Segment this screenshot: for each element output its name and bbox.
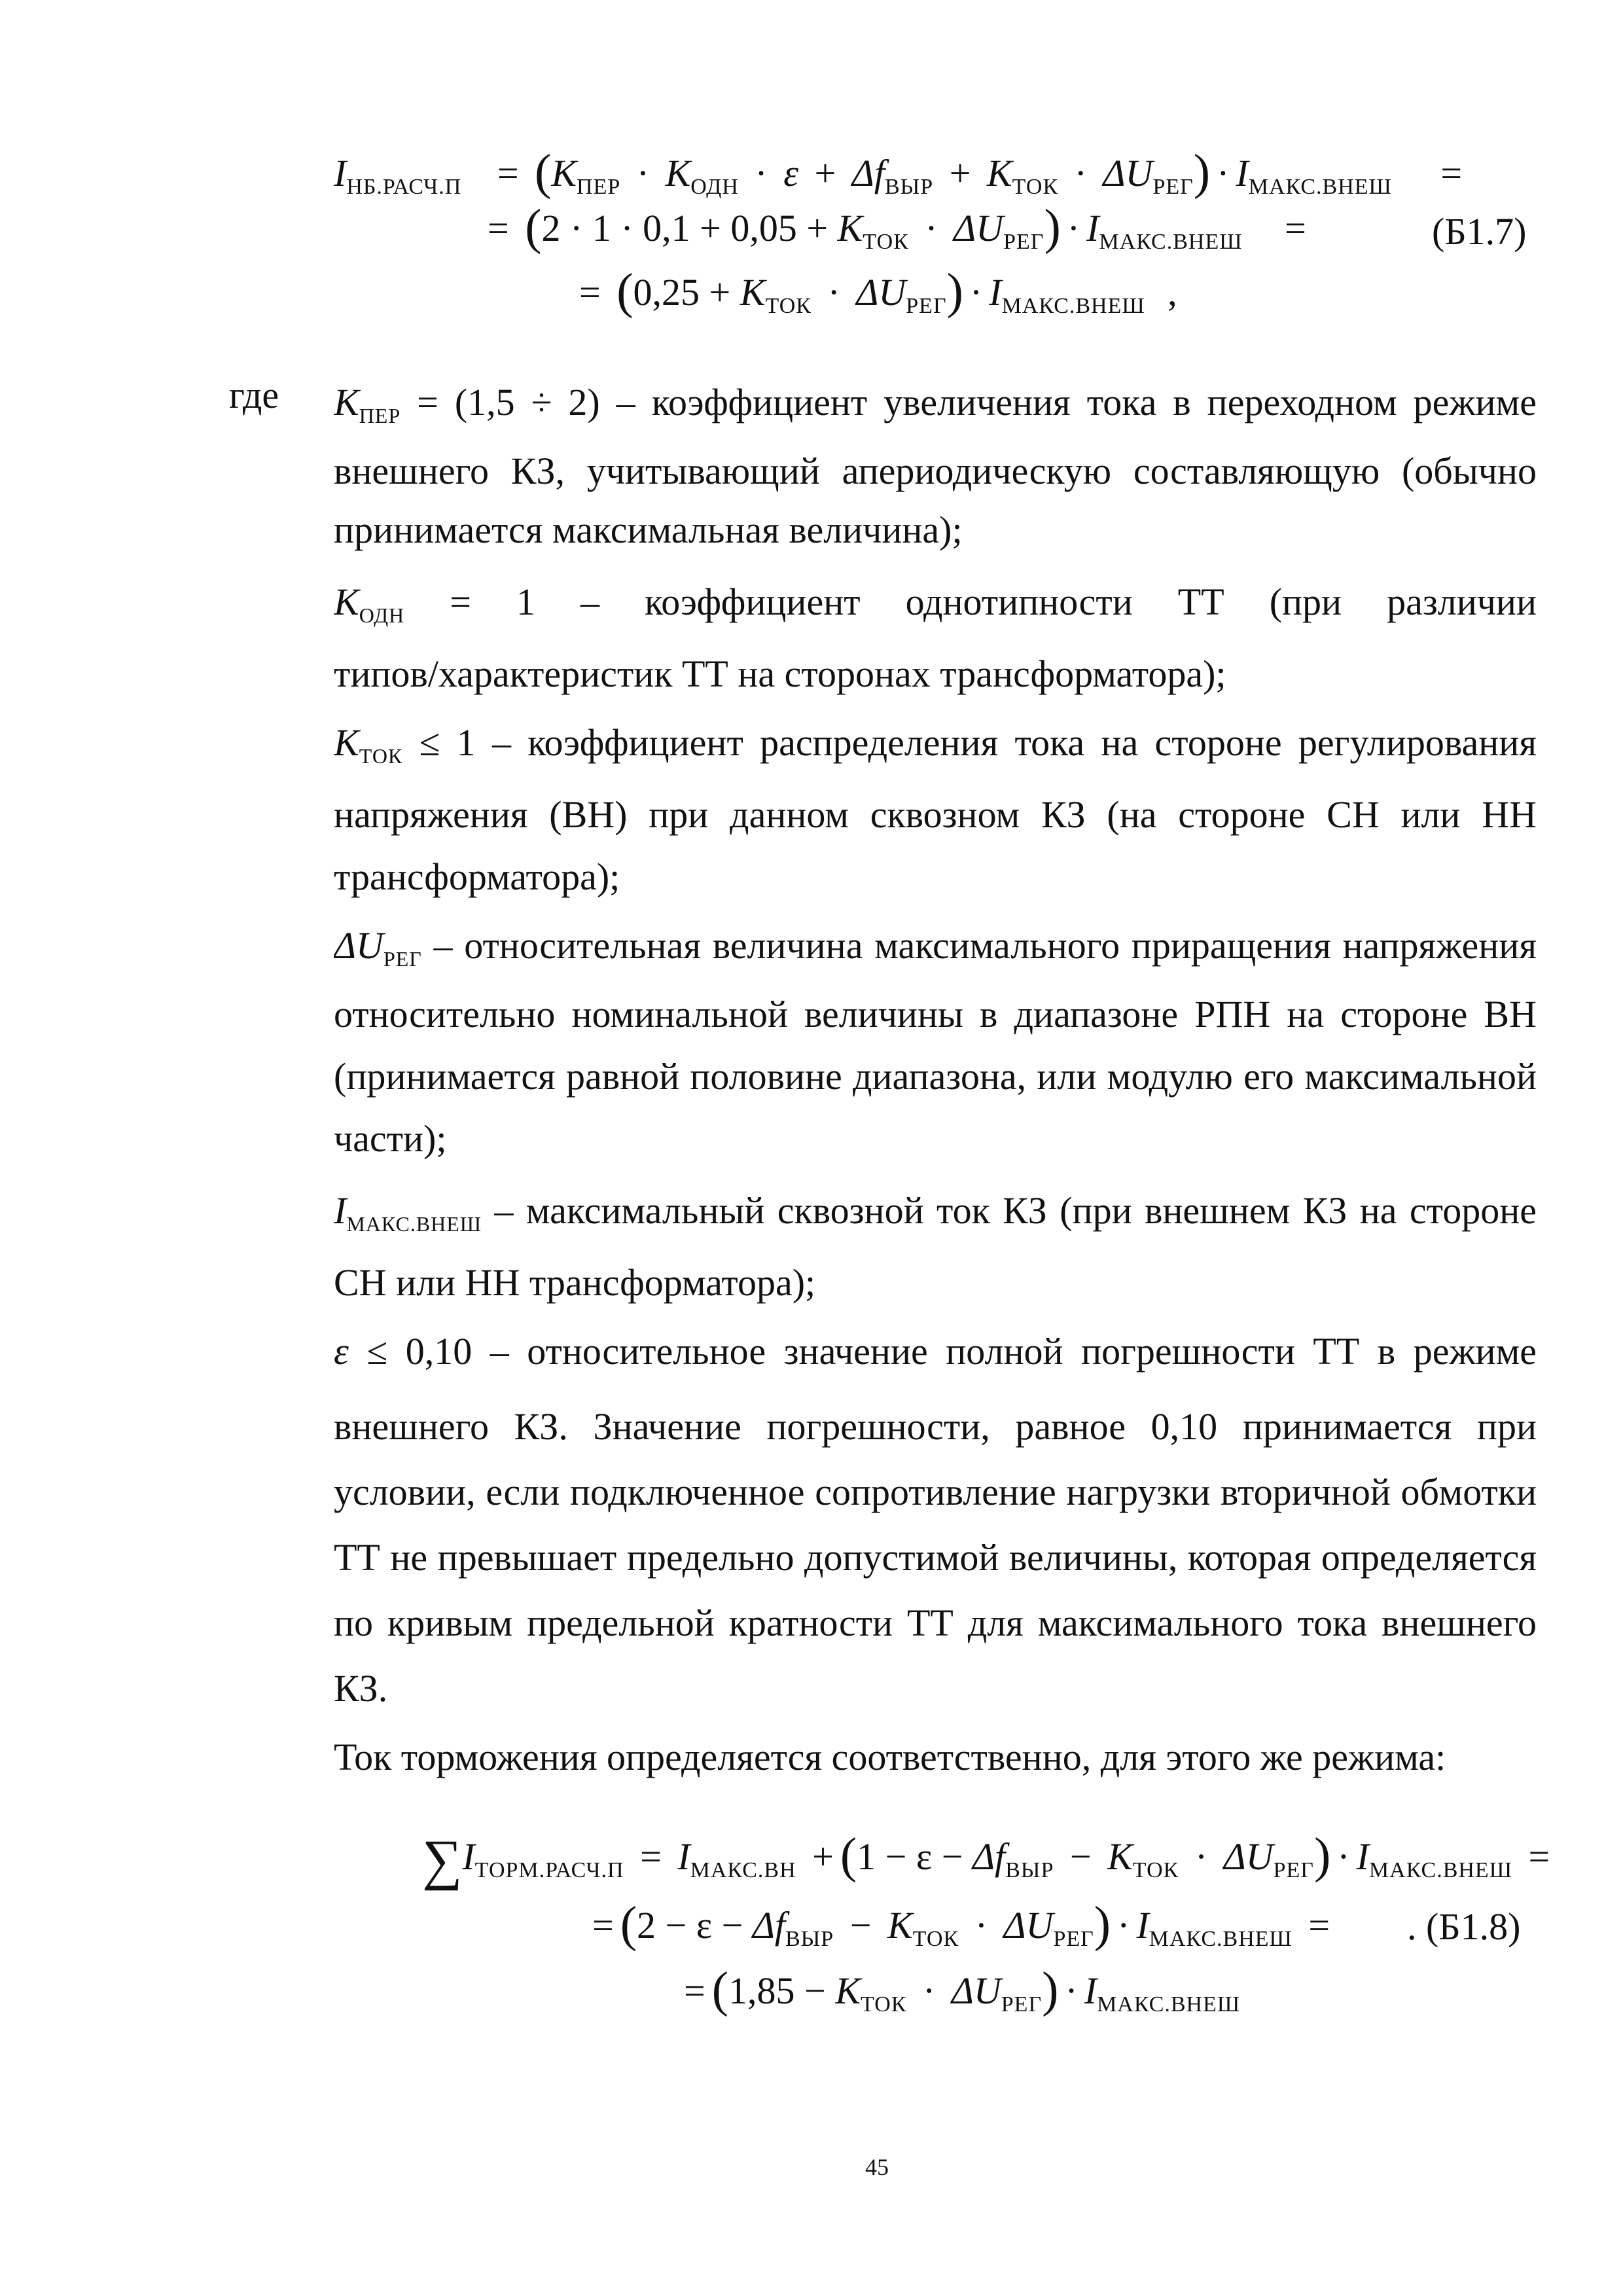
equation-b1-7-line-3 [573, 264, 1177, 329]
definition-symbol [334, 1189, 482, 1236]
paren-open: ( [525, 200, 542, 255]
definition-line [334, 1319, 1537, 1384]
definition-text: – максимальный сквозной ток КЗ (при внешнем КЗ на стороне [494, 1189, 1537, 1232]
symbol-delta-f: Δf [752, 1904, 785, 1946]
dot-operator: · [827, 271, 840, 314]
definition-value: = (1,5 ÷ 2) [417, 381, 600, 423]
definition-symbol [334, 381, 600, 427]
where-label: где [229, 374, 279, 416]
symbol-delta-u: ΔU [1223, 1835, 1274, 1878]
definition-k-odn [334, 569, 1537, 635]
definition-text: по кривым предельной кратности ТТ для максимального тока внешнего [334, 1602, 1537, 1644]
subscript: МАКС.ВНЕШ [1368, 1858, 1512, 1882]
subscript: МАКС.ВНЕШ [1149, 1927, 1293, 1951]
definition-symbol [334, 1330, 472, 1372]
equation-b1-7-line-2 [481, 200, 1313, 265]
page-number: 45 [865, 2154, 889, 2180]
symbol-k: K [334, 721, 359, 764]
equals-sign: = [488, 207, 509, 249]
paren-open: ( [535, 145, 552, 200]
symbol-i: I [677, 1835, 690, 1878]
subscript: ТОК [1132, 1858, 1179, 1882]
expression-text: 2 · 1 · 0,1 + 0,05 + [541, 207, 838, 249]
definition-text: части); [334, 1117, 447, 1160]
comma: , [1168, 271, 1177, 314]
equals-sign: = [640, 1835, 662, 1878]
subscript: ВЫР [884, 175, 934, 199]
equals-sign: = [592, 1904, 614, 1946]
subscript: ВЫР [1005, 1858, 1054, 1882]
equals-sign: = [579, 271, 601, 314]
symbol-i: I [1236, 152, 1249, 194]
definition-text: ТТ не превышает предельно допустимой величины, которая определяется [334, 1536, 1537, 1579]
definition-line [334, 370, 1537, 435]
definition-text: – относительная величина максимального приращения напряжения [433, 924, 1537, 967]
subscript: РЕГ [1053, 1927, 1094, 1951]
subscript: РЕГ [1003, 230, 1044, 254]
definition-k-per [334, 370, 1537, 435]
subscript: ТОК [860, 1992, 907, 2017]
symbol-i: I [1084, 1969, 1097, 2012]
plus-sign: + [812, 1835, 834, 1878]
minus-sign: − [1069, 1835, 1092, 1878]
definition-text: относительно номинальной величины в диапазоне РПН на стороне ВН [334, 993, 1537, 1035]
dot-operator: · [1065, 1969, 1078, 2012]
paren-open: ( [616, 264, 633, 319]
definition-text: – коэффициент увеличения тока в переходном режиме [616, 381, 1537, 423]
paren-close: ) [1042, 1962, 1059, 2017]
definition-symbol [334, 581, 535, 627]
dot-operator: · [755, 152, 768, 194]
definition-text: СН или НН трансформатора); [334, 1261, 816, 1304]
symbol-delta-u: ΔU [951, 1969, 1001, 2012]
symbol-k: K [887, 1904, 913, 1946]
symbol-delta-f: Δf [972, 1835, 1006, 1878]
symbol-k: K [334, 581, 359, 623]
definition-epsilon [334, 1319, 1537, 1384]
definition-text: принимается максимальная величина); [334, 509, 963, 551]
equation-b1-8-line-3 [677, 1962, 1241, 2028]
subscript: РЕГ [1273, 1858, 1314, 1882]
subscript: МАКС.ВНЕШ [346, 1212, 482, 1236]
definition-line [334, 1178, 1537, 1244]
dot-operator: · [1074, 152, 1087, 194]
subscript: РЕГ [1001, 1992, 1043, 2017]
definition-text: КЗ. [334, 1667, 388, 1710]
dot-operator: · [1217, 152, 1230, 194]
paren-open: ( [620, 1897, 637, 1952]
subscript: ТОК [1012, 175, 1059, 199]
subscript: РЕГ [1152, 175, 1194, 199]
dot-operator: · [925, 207, 938, 249]
minus-sign: − [849, 1904, 872, 1946]
subscript: ОДН [690, 175, 739, 199]
symbol-k: K [986, 152, 1012, 194]
definition-symbol [334, 721, 476, 768]
subscript: ТОК [765, 294, 812, 318]
symbol-i: I [1086, 207, 1099, 249]
dot-operator: · [969, 271, 983, 314]
definition-text: (принимается равной половине диапазона, или модулю его максимальной [334, 1055, 1537, 1098]
braking-intro-paragraph: Ток торможения определяется соответственно, для этого же режима: [334, 1736, 1446, 1778]
definition-line [334, 569, 1537, 635]
equals-sign: = [1285, 207, 1306, 249]
symbol-i: I [1136, 1904, 1149, 1946]
symbol-i: I [334, 1189, 347, 1232]
definition-line [334, 913, 1537, 978]
definition-text: внешнего КЗ. Значение погрешности, равное 0,10 принимается при [334, 1405, 1537, 1448]
symbol-k: K [551, 152, 577, 194]
subscript: ТОРМ.РАСЧ.П [474, 1858, 624, 1882]
symbol-k: K [1107, 1835, 1133, 1878]
definition-text: – коэффициент распределения тока на стороне регулирования [491, 721, 1537, 764]
subscript: МАКС.ВНЕШ [1099, 230, 1243, 254]
symbol-delta-u: ΔU [334, 924, 383, 967]
definition-text: внешнего КЗ, учитывающий апериодическую составляющую (обычно [334, 450, 1537, 492]
equation-b1-7-line-1 [334, 145, 1469, 210]
symbol-k: K [665, 152, 691, 194]
symbol-i: I [462, 1835, 475, 1878]
subscript: РЕГ [383, 947, 422, 971]
symbol-epsilon: ε [783, 152, 799, 194]
subscript: ПЕР [359, 404, 401, 427]
symbol-k: K [334, 381, 359, 423]
symbol-i: I [334, 152, 347, 194]
definition-symbol [334, 924, 422, 971]
definition-i-maks [334, 1178, 1537, 1244]
equation-number-b1-7: (Б1.7) [1432, 210, 1527, 253]
definition-value: = 1 [450, 581, 535, 623]
symbol-k: K [835, 1969, 861, 2012]
expression-text: 2 − ε − [637, 1904, 753, 1946]
symbol-delta-u: ΔU [856, 271, 906, 314]
symbol-k: K [837, 207, 863, 249]
dot-operator: · [1194, 1835, 1208, 1878]
subscript: ТОК [359, 744, 403, 768]
definition-text: – относительное значение полной погрешности ТТ в режиме [490, 1330, 1537, 1372]
plus-sign: + [814, 152, 836, 194]
expression-text: 0,25 + [633, 271, 740, 314]
definition-value: ≤ 0,10 [366, 1330, 473, 1372]
subscript: ТОК [912, 1927, 959, 1951]
symbol-i: I [1356, 1835, 1369, 1878]
plus-sign: + [949, 152, 971, 194]
symbol-epsilon: ε [334, 1330, 349, 1372]
dot-operator: · [974, 1904, 988, 1946]
symbol-delta-u: ΔU [954, 207, 1004, 249]
paren-close: ) [1094, 1897, 1111, 1952]
equation-b1-8-line-1 [422, 1828, 1556, 1893]
dot-operator: · [636, 152, 650, 194]
equation-number-b1-8: . (Б1.8) [1407, 1905, 1521, 1948]
equals-sign: = [684, 1969, 705, 2012]
paren-open: ( [711, 1962, 729, 2017]
paren-open: ( [840, 1828, 857, 1883]
dot-operator: · [1117, 1904, 1130, 1946]
paren-close: ) [1313, 1828, 1331, 1883]
definition-text: – коэффициент однотипности ТТ (при различии [580, 581, 1537, 623]
symbol-delta-f: Δf [851, 152, 885, 194]
sum-symbol: ∑ [422, 1828, 463, 1891]
definition-text: трансформатора); [334, 855, 620, 898]
paren-close: ) [946, 264, 963, 319]
expression-text: 1,85 − [728, 1969, 836, 2012]
definition-k-tok [334, 710, 1537, 776]
subscript: ПЕР [577, 175, 621, 199]
subscript: МАКС.ВНЕШ [1097, 1992, 1241, 2017]
subscript: ОДН [359, 603, 405, 627]
definition-text: условии, если подключенное сопротивление нагрузки вторичной обмотки [334, 1471, 1537, 1513]
equals-sign: = [1528, 1835, 1550, 1878]
subscript: НБ.РАСЧ.П [346, 175, 462, 199]
dot-operator: · [1067, 207, 1080, 249]
symbol-delta-u: ΔU [1103, 152, 1153, 194]
dot-operator: · [923, 1969, 936, 2012]
definition-text: напряжения (ВН) при данном сквозном КЗ (на стороне СН или НН [334, 793, 1537, 836]
equation-b1-8-line-2 [586, 1897, 1336, 1962]
equals-sign: = [1308, 1904, 1330, 1946]
equals-sign: = [1440, 152, 1463, 194]
expression-text: 1 − ε − [857, 1835, 972, 1878]
definition-value: ≤ 1 [419, 721, 476, 764]
paren-close: ) [1193, 145, 1211, 200]
subscript: ВЫР [785, 1927, 834, 1951]
symbol-delta-u: ΔU [1003, 1904, 1054, 1946]
definition-text: типов/характеристик ТТ на сторонах трансформатора); [334, 653, 1226, 695]
definition-line [334, 710, 1537, 776]
subscript: РЕГ [906, 294, 947, 318]
dot-operator: · [1337, 1835, 1350, 1878]
subscript: ТОК [863, 230, 909, 254]
symbol-k: K [740, 271, 766, 314]
subscript: МАКС.ВНЕШ [1248, 175, 1392, 199]
equals-sign: = [497, 152, 519, 194]
paren-close: ) [1044, 200, 1061, 255]
symbol-i: I [989, 271, 1002, 314]
subscript: МАКС.ВН [690, 1858, 796, 1882]
definition-delta-u [334, 913, 1537, 978]
subscript: МАКС.ВНЕШ [1001, 294, 1145, 318]
